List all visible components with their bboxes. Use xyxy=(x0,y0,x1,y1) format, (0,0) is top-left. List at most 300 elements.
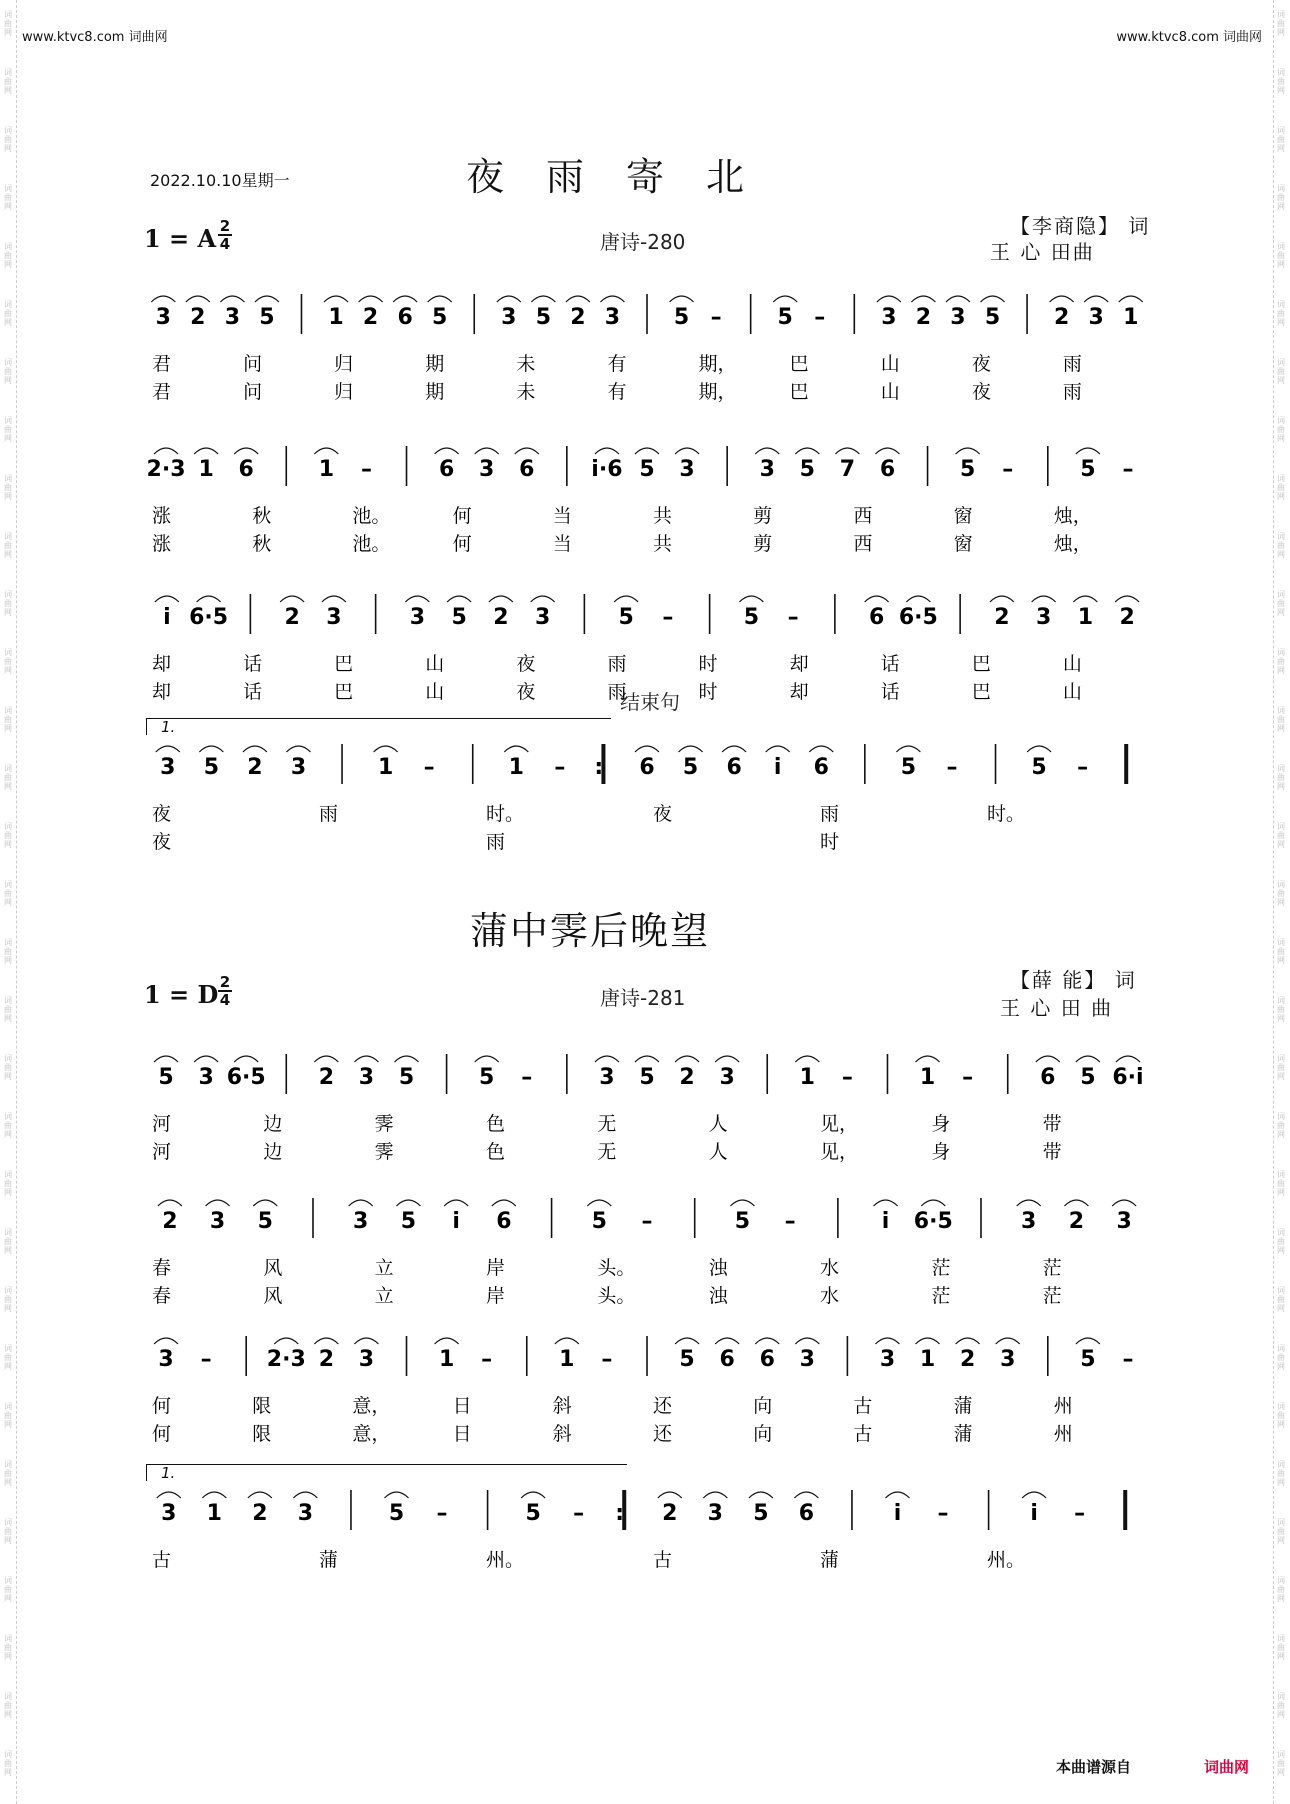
slur-mark xyxy=(996,1338,1020,1344)
watermark-glyph: 词 曲 网 xyxy=(4,996,12,1023)
lyric-verse1: 夜 xyxy=(653,803,673,825)
slur-mark xyxy=(911,296,935,302)
lyric-verse1: 池。 xyxy=(352,505,391,527)
note: 3 xyxy=(290,755,307,780)
slur-mark xyxy=(921,1200,945,1206)
slur-mark xyxy=(531,296,555,302)
footer-source-text: 本曲谱源自 xyxy=(1056,1758,1132,1776)
slur-mark xyxy=(835,448,859,454)
note: 1 xyxy=(377,755,394,780)
note: 3 xyxy=(479,457,495,482)
slur-mark xyxy=(314,448,338,454)
note: 5 xyxy=(777,305,793,330)
note: 5 xyxy=(984,305,1001,330)
lyric-verse2: 夜 xyxy=(516,681,536,703)
lyric-verse2: 当 xyxy=(552,533,572,555)
date-label: 2022.10.10星期一 xyxy=(150,171,290,190)
lyric-verse1: 有 xyxy=(607,353,627,375)
note: 1 xyxy=(206,1501,222,1526)
lyric-verse2: 立 xyxy=(374,1285,394,1307)
slur-mark xyxy=(1112,1200,1136,1206)
lyric-verse1: 限 xyxy=(252,1395,272,1417)
watermark-glyph: 词 曲 网 xyxy=(4,1286,12,1313)
slur-mark xyxy=(293,1492,317,1498)
slur-mark xyxy=(906,596,930,602)
note: 5 xyxy=(388,1501,405,1526)
note: – xyxy=(481,1347,493,1372)
note: 5 xyxy=(682,755,699,780)
lyric-verse1: 巴 xyxy=(334,653,354,675)
lyric-verse1: 雨 xyxy=(1062,353,1082,375)
lyric-verse2: 古 xyxy=(853,1423,873,1445)
slur-mark xyxy=(497,296,521,302)
slur-mark xyxy=(703,1492,727,1498)
note: 3 xyxy=(1116,1209,1132,1234)
note: 3 xyxy=(950,305,966,330)
slur-mark xyxy=(374,746,398,752)
lyric-verse1: 秋 xyxy=(252,505,272,527)
note: 2 xyxy=(252,1501,268,1526)
note: 5 xyxy=(799,457,815,482)
watermark-glyph: 词 曲 网 xyxy=(1277,590,1285,617)
note: – xyxy=(200,1347,212,1372)
slur-mark xyxy=(635,746,659,752)
note: 6 xyxy=(868,605,885,630)
lyric-verse2: 问 xyxy=(243,381,263,403)
watermark-glyph: 词 曲 网 xyxy=(4,880,12,907)
watermark-glyph: 词 曲 网 xyxy=(4,1170,12,1197)
slur-mark xyxy=(1073,596,1097,602)
note: 5 xyxy=(259,305,275,330)
note: 3 xyxy=(1021,1209,1037,1234)
watermark-glyph: 词 曲 网 xyxy=(1277,358,1285,385)
lyric-verse1: 无 xyxy=(597,1113,617,1135)
lyric-verse1: 斜 xyxy=(552,1395,572,1417)
lyric-verse1: 当 xyxy=(552,505,572,527)
slur-mark xyxy=(956,448,980,454)
note: 6·5 xyxy=(189,605,229,630)
watermark-glyph: 词 曲 网 xyxy=(1277,1634,1285,1661)
slur-mark xyxy=(587,1200,611,1206)
lyric-verse1: 还 xyxy=(653,1395,673,1417)
watermark-glyph: 词 曲 网 xyxy=(1277,880,1285,907)
lyric-verse2: 归 xyxy=(334,381,354,403)
lyric-verse1: 何 xyxy=(152,1395,172,1417)
note: 5 xyxy=(900,755,917,780)
note: 6 xyxy=(1040,1065,1056,1090)
lyric-verse2: 夜 xyxy=(152,831,172,853)
slur-mark xyxy=(1036,1056,1060,1062)
slur-mark xyxy=(157,1492,181,1498)
staff-notation xyxy=(0,288,1290,418)
meter-bottom: 4 xyxy=(219,991,231,1009)
note: 3 xyxy=(409,605,426,630)
staff-notation xyxy=(0,588,1290,718)
lyric-verse2: 州 xyxy=(1053,1423,1073,1445)
lyric-verse1: 烛， xyxy=(1053,505,1092,527)
note: 3 xyxy=(358,1347,375,1372)
watermark-glyph: 词 曲 网 xyxy=(4,1634,12,1661)
slur-mark xyxy=(428,296,452,302)
lyric-verse2: 山 xyxy=(880,381,900,403)
song2-composer: 王 心 田 曲 xyxy=(1000,996,1114,1020)
watermark-glyph: 词 曲 网 xyxy=(1277,648,1285,675)
note: – xyxy=(1077,755,1089,780)
lyric-verse1: 向 xyxy=(753,1395,773,1417)
note: – xyxy=(710,305,722,330)
slur-mark xyxy=(220,296,244,302)
lyric-verse1: 人 xyxy=(708,1113,728,1135)
lyric-verse2: 剪 xyxy=(753,533,773,555)
lyric-verse1: 雨 xyxy=(319,803,339,825)
slur-mark xyxy=(739,596,763,602)
note: 6 xyxy=(238,457,254,482)
lyric-verse1: 话 xyxy=(880,653,900,675)
note: 5 xyxy=(158,1065,174,1090)
watermark-glyph: 词 曲 网 xyxy=(1277,1402,1285,1429)
lyric-verse2: 色 xyxy=(486,1141,506,1163)
lyric-verse1: 时。 xyxy=(987,803,1026,825)
slur-mark xyxy=(475,448,499,454)
lyric-verse1: 夜 xyxy=(516,653,536,675)
lyric-verse2: 茫 xyxy=(931,1285,951,1307)
note: i xyxy=(452,1209,460,1234)
watermark-glyph: 词 曲 网 xyxy=(4,1112,12,1139)
note: 5 xyxy=(525,1501,541,1526)
lyric-verse1: 意， xyxy=(352,1395,391,1417)
note: 3 xyxy=(1000,1347,1016,1372)
lyric-verse1: 涨 xyxy=(152,505,172,527)
note: 2 xyxy=(679,1065,695,1090)
slur-mark xyxy=(595,1056,619,1062)
lyric-verse1: 色 xyxy=(486,1113,506,1135)
slur-mark xyxy=(755,1338,779,1344)
staff-notation xyxy=(0,1192,1290,1322)
slur-mark xyxy=(1084,296,1108,302)
watermark-glyph: 词 曲 网 xyxy=(4,590,12,617)
note: 3 xyxy=(604,305,621,330)
note: 3 xyxy=(1035,605,1052,630)
watermark-glyph: 词 曲 网 xyxy=(4,474,12,501)
note: 2 xyxy=(162,1209,178,1234)
note: 6 xyxy=(798,1501,815,1526)
lyric-verse2: 时 xyxy=(698,681,718,703)
note: 6 xyxy=(496,1209,512,1234)
site-url-left[interactable]: www.ktvc8.com 词曲网 xyxy=(22,30,168,45)
slur-mark xyxy=(1022,1492,1046,1498)
slur-mark xyxy=(755,448,779,454)
slur-mark xyxy=(981,296,1005,302)
song1-time-signature xyxy=(218,219,232,251)
lyric-verse2: 日 xyxy=(452,1423,472,1445)
lyric-verse2: 何 xyxy=(452,533,472,555)
lyric-verse1: 身 xyxy=(931,1113,951,1135)
watermark-glyph: 词 曲 网 xyxy=(4,1518,12,1545)
note: – xyxy=(1074,1501,1086,1526)
lyric-verse1: 蒲 xyxy=(953,1395,973,1417)
note: 5 xyxy=(591,1209,607,1234)
lyric-verse2: 期 xyxy=(425,381,445,403)
lyric-verse1: 立 xyxy=(374,1257,394,1279)
lyric-verse2: 蒲 xyxy=(953,1423,973,1445)
note: 5 xyxy=(734,1209,751,1234)
watermark-glyph: 词 曲 网 xyxy=(1277,242,1285,269)
watermark-glyph: 词 曲 网 xyxy=(4,1460,12,1487)
lyric-verse2: 人 xyxy=(708,1141,728,1163)
watermark-glyph: 词 曲 网 xyxy=(1277,126,1285,153)
note: 2 xyxy=(1119,605,1135,630)
note: 1 xyxy=(559,1347,575,1372)
slur-mark xyxy=(322,596,346,602)
lyric-verse1: 期 xyxy=(425,353,445,375)
slur-mark xyxy=(670,296,694,302)
lyric-verse2: 却 xyxy=(789,681,809,703)
lyric-verse2: 茫 xyxy=(1042,1285,1062,1307)
slur-mark xyxy=(202,1492,226,1498)
lyric-verse2: 山 xyxy=(425,681,445,703)
lyric-verse2: 春 xyxy=(152,1285,172,1307)
lyric-verse2: 带 xyxy=(1042,1141,1062,1163)
note: – xyxy=(814,305,826,330)
lyric-verse2: 涨 xyxy=(152,533,172,555)
slur-mark xyxy=(154,1338,178,1344)
lyric-verse1: 巴 xyxy=(789,353,809,375)
note: 1 xyxy=(318,457,335,482)
note: 2 xyxy=(247,755,263,780)
note: – xyxy=(573,1501,585,1526)
slur-mark xyxy=(635,448,659,454)
note: i·6 xyxy=(591,457,623,482)
watermark-glyph: 词 曲 网 xyxy=(1277,1344,1285,1371)
lyric-verse2: 秋 xyxy=(252,533,272,555)
slur-mark xyxy=(435,1338,459,1344)
note: – xyxy=(641,1209,653,1234)
lyric-verse1: 山 xyxy=(880,353,900,375)
slur-mark xyxy=(675,448,699,454)
lyric-verse2: 霁 xyxy=(374,1141,394,1163)
slur-mark xyxy=(749,1492,773,1498)
slur-mark xyxy=(158,1200,182,1206)
footer-brand-link[interactable]: 词曲网 xyxy=(1204,1758,1250,1776)
watermark-glyph: 词 曲 网 xyxy=(1277,474,1285,501)
watermark-glyph: 词 曲 网 xyxy=(1277,68,1285,95)
slur-mark xyxy=(280,596,304,602)
lyric-verse2: 斜 xyxy=(552,1423,572,1445)
slur-mark xyxy=(730,1200,754,1206)
lyric-verse2: 共 xyxy=(653,533,673,555)
slur-mark xyxy=(1076,448,1100,454)
note: 5 xyxy=(535,305,552,330)
repeat-sign: : xyxy=(594,755,604,780)
lyric-verse1: 霁 xyxy=(374,1113,394,1135)
lyric-verse1: 蒲 xyxy=(319,1549,339,1571)
note: 1 xyxy=(438,1347,455,1372)
lyric-verse1: 窗 xyxy=(953,505,973,527)
lyric-verse2: 限 xyxy=(252,1423,272,1445)
lyric-verse1: 未 xyxy=(516,353,536,375)
note: 5 xyxy=(451,605,467,630)
slur-mark xyxy=(679,746,703,752)
note: i xyxy=(773,755,782,780)
lyric-verse1: 时 xyxy=(698,653,718,675)
site-url-right[interactable]: www.ktvc8.com 词曲网 xyxy=(1116,30,1262,45)
note: 3 xyxy=(155,305,171,330)
slur-mark xyxy=(521,1492,545,1498)
note: 6 xyxy=(759,1347,775,1372)
lyric-verse2: 向 xyxy=(753,1423,773,1445)
watermark-glyph: 词 曲 网 xyxy=(1277,1286,1285,1313)
lyric-verse1: 却 xyxy=(152,653,172,675)
note: – xyxy=(787,605,799,630)
watermark-glyph: 词 曲 网 xyxy=(1277,764,1285,791)
note: 5 xyxy=(398,1065,415,1090)
watermark-glyph: 词 曲 网 xyxy=(1277,1170,1285,1197)
slur-mark xyxy=(197,596,221,602)
song2-time-signature xyxy=(218,975,232,1007)
note: 5 xyxy=(1080,1347,1096,1372)
watermark-glyph: 词 曲 网 xyxy=(4,126,12,153)
note: 3 xyxy=(759,457,775,482)
note: 3 xyxy=(161,1501,177,1526)
lyric-verse2: 话 xyxy=(243,681,263,703)
note: 3 xyxy=(326,605,342,630)
lyric-verse2: 窗 xyxy=(953,533,973,555)
note: 6 xyxy=(879,457,896,482)
watermark-glyph: 词 曲 网 xyxy=(4,242,12,269)
note: 5 xyxy=(479,1065,495,1090)
slur-mark xyxy=(504,746,528,752)
slur-mark xyxy=(1119,296,1143,302)
slur-mark xyxy=(349,1200,373,1206)
lyric-verse2: 夜 xyxy=(971,381,991,403)
lyric-verse2: 还 xyxy=(653,1423,673,1445)
meter-top: 2 xyxy=(219,973,231,991)
note: 3 xyxy=(719,1065,735,1090)
note: 1 xyxy=(198,457,214,482)
slur-mark xyxy=(1076,1338,1100,1344)
staff-notation xyxy=(0,738,1290,868)
note: 6·5 xyxy=(898,605,938,630)
slur-mark xyxy=(243,746,267,752)
slur-mark xyxy=(875,448,899,454)
watermark-glyph: 词 曲 网 xyxy=(4,416,12,443)
slur-mark xyxy=(1115,596,1139,602)
lyric-verse1: 古 xyxy=(152,1549,172,1571)
lyric-verse1: 春 xyxy=(152,1257,172,1279)
lyric-verse1: 雨 xyxy=(820,803,840,825)
slur-mark xyxy=(194,1056,218,1062)
note: 6 xyxy=(726,755,742,780)
lyric-verse1: 时。 xyxy=(486,803,525,825)
note: 2·3 xyxy=(146,457,186,482)
note: i xyxy=(1030,1501,1038,1526)
slur-mark xyxy=(1116,1056,1140,1062)
lyric-verse1: 头。 xyxy=(597,1257,636,1279)
watermark-glyph: 词 曲 网 xyxy=(1277,938,1285,965)
slur-mark xyxy=(715,1056,739,1062)
note: 5 xyxy=(673,305,690,330)
watermark-glyph: 词 曲 网 xyxy=(1277,10,1285,37)
lyric-verse1: 州 xyxy=(1053,1395,1073,1417)
slur-mark xyxy=(314,1056,338,1062)
slur-mark xyxy=(155,596,179,602)
note: 3 xyxy=(297,1501,314,1526)
note: 3 xyxy=(1088,305,1104,330)
lyric-verse2: 却 xyxy=(152,681,172,703)
note: 5 xyxy=(639,457,655,482)
watermark-glyph: 词 曲 网 xyxy=(4,706,12,733)
note: – xyxy=(554,755,566,780)
note: – xyxy=(436,1501,448,1526)
lyric-verse2: 何 xyxy=(152,1423,172,1445)
lyric-verse1: 雨 xyxy=(607,653,627,675)
lyric-verse1: 风 xyxy=(263,1257,283,1279)
slur-mark xyxy=(795,448,819,454)
watermark-glyph: 词 曲 网 xyxy=(1277,822,1285,849)
lyric-verse2: 巴 xyxy=(971,681,991,703)
note: – xyxy=(1002,457,1014,482)
note: 1 xyxy=(508,755,524,780)
slur-mark xyxy=(253,1200,277,1206)
lyric-verse2: 河 xyxy=(152,1141,172,1163)
slur-mark xyxy=(865,596,889,602)
lyric-verse2: 见， xyxy=(820,1141,859,1163)
song2-key-signature: 1 = D xyxy=(144,980,219,1009)
note: 2 xyxy=(959,1347,976,1372)
lyric-verse2: 无 xyxy=(597,1141,617,1163)
slur-mark xyxy=(206,1200,230,1206)
slur-mark xyxy=(435,448,459,454)
note: – xyxy=(784,1209,796,1234)
watermark-glyph: 词 曲 网 xyxy=(1277,1518,1285,1545)
note: 3 xyxy=(707,1501,723,1526)
lyric-verse1: 夜 xyxy=(152,803,172,825)
watermark-glyph: 词 曲 网 xyxy=(4,1692,12,1719)
note: 3 xyxy=(534,605,551,630)
note: 2 xyxy=(570,305,586,330)
note: 3 xyxy=(799,1347,815,1372)
slur-mark xyxy=(555,1338,579,1344)
lyric-verse1: 水 xyxy=(820,1257,840,1279)
note: – xyxy=(937,1501,949,1526)
lyric-verse1: 何 xyxy=(452,505,472,527)
lyric-verse1: 边 xyxy=(263,1113,283,1135)
lyric-verse1: 岸 xyxy=(486,1257,506,1279)
watermark-glyph: 词 曲 网 xyxy=(1277,300,1285,327)
note: 1 xyxy=(799,1065,815,1090)
slur-mark xyxy=(475,1056,499,1062)
watermark-glyph: 词 曲 网 xyxy=(1277,1460,1285,1487)
slur-mark xyxy=(274,1338,298,1344)
lyric-verse1: 古 xyxy=(853,1395,873,1417)
lyric-verse2: 边 xyxy=(263,1141,283,1163)
watermark-glyph: 词 曲 网 xyxy=(1277,1576,1285,1603)
slur-mark xyxy=(314,1338,338,1344)
lyric-verse2: 雨 xyxy=(486,831,506,853)
watermark-glyph: 词 曲 网 xyxy=(4,822,12,849)
lyric-verse2: 雨 xyxy=(607,681,627,703)
watermark-glyph: 词 曲 网 xyxy=(1277,1054,1285,1081)
note: 5 xyxy=(639,1065,655,1090)
lyric-verse1: 茫 xyxy=(1042,1257,1062,1279)
note: – xyxy=(601,1347,613,1372)
note: 5 xyxy=(618,605,634,630)
lyric-verse2: 池。 xyxy=(352,533,391,555)
lyric-verse1: 问 xyxy=(243,353,263,375)
meter-bottom: 4 xyxy=(219,235,231,253)
note: 3 xyxy=(209,1209,226,1234)
note: 2 xyxy=(662,1501,678,1526)
